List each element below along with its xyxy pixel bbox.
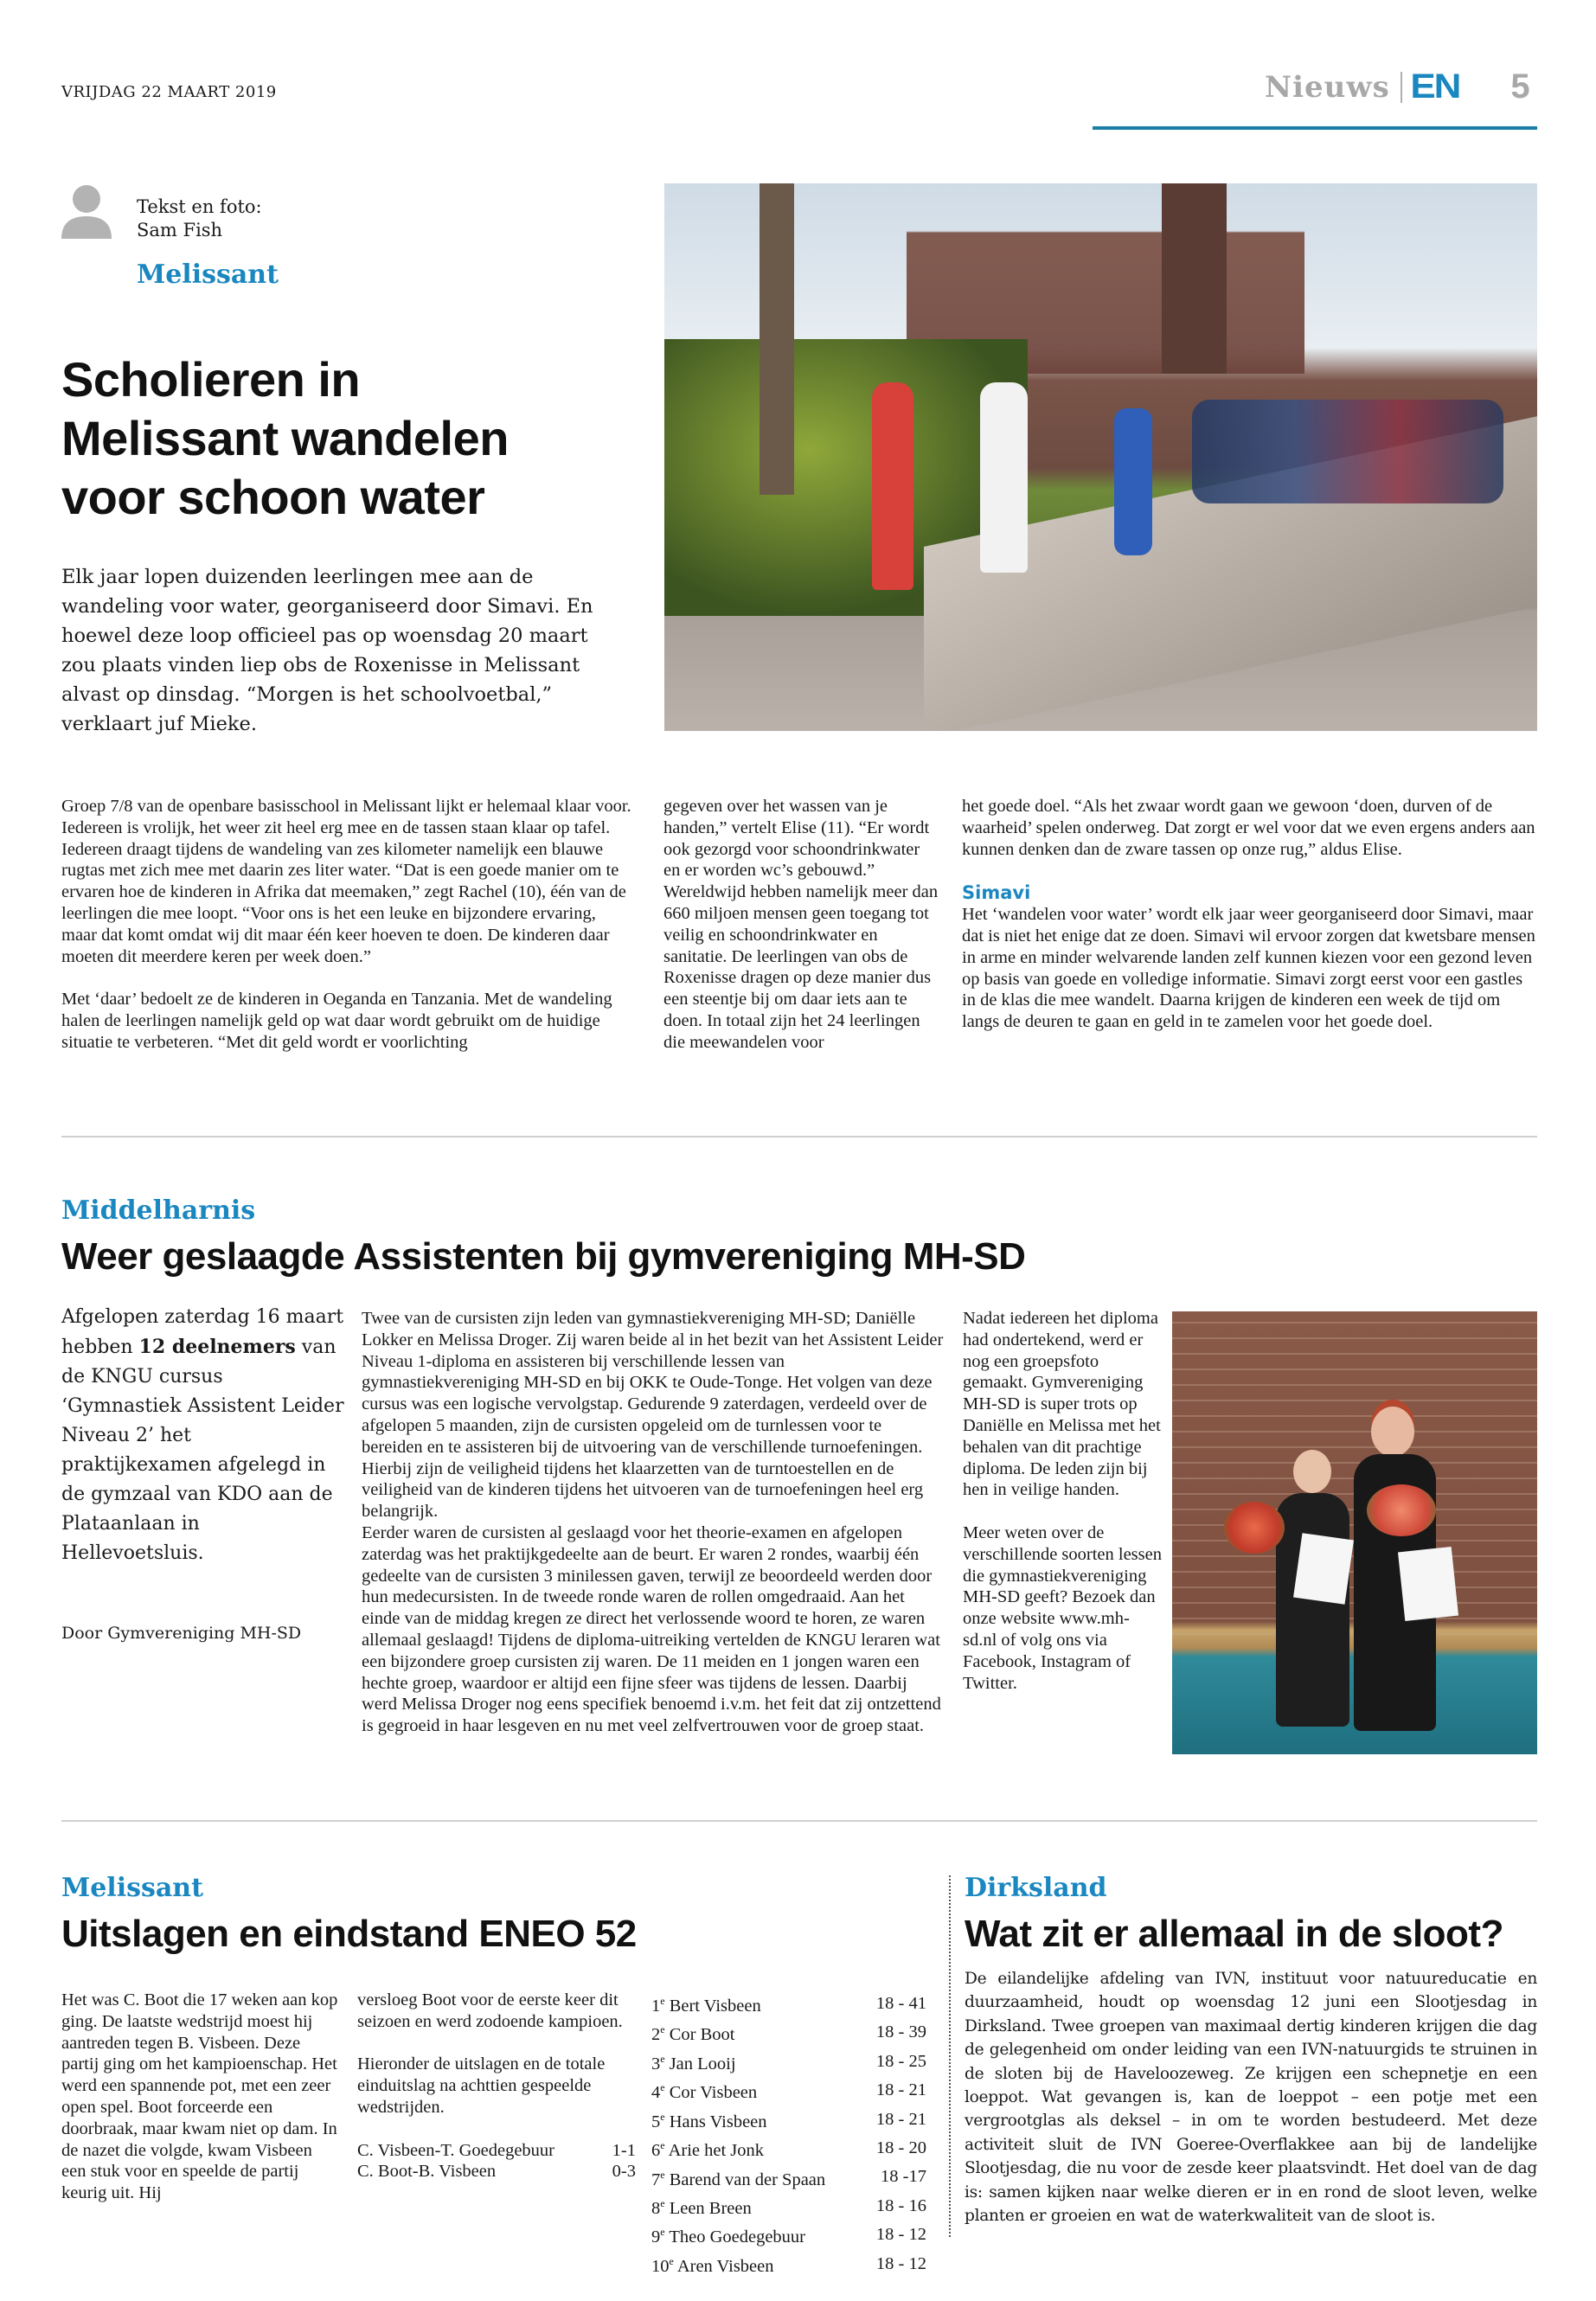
standings-player: 5e Hans Visbeen bbox=[651, 2110, 767, 2131]
match-results bbox=[357, 2140, 636, 2183]
standings-score: 18 - 21 bbox=[875, 2109, 926, 2129]
result-score: 0-3 bbox=[612, 2162, 636, 2182]
brand-logo: EN bbox=[1410, 67, 1459, 106]
article3-kicker: Melissant bbox=[61, 1873, 203, 1903]
paragraph: Hieronder de uitslagen en de totale einduitslag na achttien gespeelde wedstrijden. bbox=[357, 2054, 606, 2117]
headline-line: Melissant wandelen bbox=[61, 411, 509, 465]
article1-headline bbox=[61, 350, 509, 527]
paragraph: Groep 7/8 van de openbare basisschool in Melissant lijkt er helemaal klaar voor. Iedereen is vrolijk, het weer zit heel erg mee en de tassen staan klaar op tafel. Iedereen draagt tijdens de wandeling van zes kilometer namelijk een blauwe rugtas met zich mee met daarin zes liter water. “Dat is een goede manier om te ervaren hoe de kinderen in Afrika dat meemaken,” zegt Rachel (10), één van de leerlingen die mee loopt. “Voor ons is het een leuke en bijzondere ervaring, maar dat komt omdat wij dit maar één keer hoeven te doen. De kinderen daar moeten dit meerdere keren per week doen.” bbox=[61, 797, 631, 966]
standings-row bbox=[651, 2163, 926, 2192]
standings-score: 18 - 20 bbox=[875, 2138, 926, 2158]
result-row bbox=[357, 2140, 636, 2162]
standings-score: 18 - 12 bbox=[875, 2225, 926, 2245]
article2-intro bbox=[61, 1303, 347, 1568]
standings-player: 1e Bert Visbeen bbox=[651, 1995, 761, 2016]
header-rule bbox=[1093, 126, 1537, 130]
paragraph: Meer weten over de verschillende soorten lessen die gymnastiekvereniging MH-SD geeft? Bezoek dan onze website www.mh-sd.nl of volg ons via Facebook, Instagram of Twitter. bbox=[963, 1522, 1162, 1693]
standings-row bbox=[651, 2192, 926, 2221]
result-row bbox=[357, 2161, 636, 2182]
article4-headline: Wat zit er allemaal in de sloot? bbox=[965, 1913, 1503, 1955]
standings-player: 7e Barend van der Spaan bbox=[651, 2168, 826, 2189]
article1-column-2 bbox=[663, 796, 939, 1054]
result-match: C. Visbeen-T. Goedegebuur bbox=[357, 2140, 555, 2160]
intro-text: Afgelopen zaterdag 16 maart hebben bbox=[61, 1306, 344, 1358]
page-number: 5 bbox=[1510, 67, 1530, 106]
headline-line: voor schoon water bbox=[61, 470, 485, 524]
section-name: Nieuws bbox=[1265, 69, 1390, 105]
article1-photo bbox=[664, 183, 1537, 731]
masthead-divider bbox=[1401, 72, 1402, 103]
paragraph: het goede doel. “Als het zwaar wordt gaan we gewoon ‘doen, durven of de waarheid’ spelen onderweg. Dat zorgt er wel voor dat we even ergens anders aan kunnen denken dan de zware tassen op onze rug,” aldus Elise. bbox=[962, 797, 1535, 859]
standings-player: 2e Cor Boot bbox=[651, 2023, 735, 2045]
paragraph: Nadat iedereen het diploma had ondertekend, werd er nog een groepsfoto gemaakt. Gymvereniging MH-SD is super trots op Daniëlle en Melissa met het behalen van dit prachtige diploma. De leden zijn bij hen in veilige handen. bbox=[963, 1309, 1161, 1500]
standings-player: 8e Leen Breen bbox=[651, 2196, 752, 2218]
standings-row bbox=[651, 2018, 926, 2047]
standings-row bbox=[651, 2076, 926, 2105]
standings-row bbox=[651, 2221, 926, 2249]
paragraph: gegeven over het wassen van je handen,” vertelt Elise (11). “Er wordt ook gezorgd voor schoondrinkwater en er worden wc’s gebouwd.” Wereldwijd hebben namelijk meer dan 660 miljoen mensen geen toegang tot veilig en schoondrinkwater en sanitatie. De leerlingen van obs de Roxenisse dragen op deze manier dus een steentje bij om daar iets aan te doen. In totaal zijn het 24 leerlingen die meewandelen voor bbox=[663, 797, 939, 1052]
article-divider bbox=[61, 1820, 1537, 1822]
author-avatar-icon bbox=[61, 183, 112, 239]
intro-bold: 12 deelnemers bbox=[138, 1336, 296, 1358]
intro-text: van de KNGU cursus ‘Gymnastiek Assistent Leider Niveau 2’ het praktijkexamen afgelegd in de gymzaal van KDO aan de Plataanlaan in Hellevoetsluis. bbox=[61, 1336, 344, 1564]
article4-kicker: Dirksland bbox=[965, 1873, 1107, 1903]
paragraph: Met ‘daar’ bedoelt ze de kinderen in Oeganda en Tanzania. Met de wandeling halen de leerlingen namelijk geld op wat daar wordt gebruikt om de huidige situatie te verbeteren. “Met dit geld wordt er voorlichting bbox=[61, 990, 612, 1052]
article2-column-2 bbox=[362, 1308, 945, 1737]
standings-row bbox=[651, 2048, 926, 2076]
masthead bbox=[1265, 67, 1530, 106]
standings-player: 9e Theo Goedegebuur bbox=[651, 2226, 806, 2247]
article3-column-1 bbox=[61, 1990, 338, 2204]
article2-photo bbox=[1172, 1311, 1537, 1754]
article1-intro: Elk jaar lopen duizenden leerlingen mee aan de wandeling voor water, georganiseerd door Simavi. En hoewel deze loop officieel pas op woensdag 20 maart zou plaats vinden liep obs de Roxenisse in Melissant alvast op dinsdag. “Morgen is het schoolvoetbal,” verklaart juf Mieke. bbox=[61, 566, 593, 735]
standings-row bbox=[651, 1990, 926, 2018]
standings-row bbox=[651, 2106, 926, 2134]
paragraph: Eerder waren de cursisten al geslaagd voor het theorie-examen en afgelopen zaterdag was het praktijkgedeelte aan de beurt. Er waren 2 rondes, waarbij één gedeelte van de cursisten 3 minilessen gaven, terwijl ze beoordeeld werden door hun medecursisten. In de tweede ronde waren de rollen omgedraaid. Aan het einde van de middag kregen ze direct het verlossende woord te horen, ze waren allemaal geslaagd! Tijdens de diploma-uitreiking vertelden de KNGU leraren wat een bijzondere groep cursisten zij waren. De 11 meiden en 1 jongen waren een hechte groep, waardoor er altijd een fijne sfeer was tijdens de lessen. Daarbij werd Melissa Droger nog eens specifiek benoemd i.v.m. het feit dat zij ontzettend is gegroeid in haar lesgeven en nu met veel zelfvertrouwen voor de groep staat. bbox=[362, 1522, 941, 1736]
headline-line: Scholieren in bbox=[61, 352, 361, 407]
article2-byline: Door Gymvereniging MH-SD bbox=[61, 1624, 302, 1643]
article-divider bbox=[61, 1136, 1537, 1138]
standings-score: 18 - 39 bbox=[875, 2022, 926, 2042]
column-divider bbox=[949, 1875, 951, 2237]
standings-table bbox=[651, 1990, 926, 2279]
standings-score: 18 - 12 bbox=[875, 2253, 926, 2273]
standings-player: 6e Arie het Jonk bbox=[651, 2139, 765, 2160]
standings-player: 4e Cor Visbeen bbox=[651, 2081, 758, 2103]
standings-score: 18 -17 bbox=[881, 2167, 926, 2187]
standings-row bbox=[651, 2134, 926, 2163]
article2-kicker: Middelharnis bbox=[61, 1195, 256, 1226]
standings-score: 18 - 41 bbox=[875, 1993, 926, 2013]
article1-column-1 bbox=[61, 796, 634, 1054]
issue-date: VRIJDAG 22 MAART 2019 bbox=[61, 83, 277, 101]
byline-name: Sam Fish bbox=[137, 220, 223, 240]
standings-score: 18 - 16 bbox=[875, 2195, 926, 2215]
subheading-simavi: Simavi bbox=[962, 882, 1031, 904]
paragraph: Het was C. Boot die 17 weken aan kop ging. De laatste wedstrijd moest hij aantreden tegen B. Visbeen. Deze partij ging om het kampioenschap. Het werd een spannende pot, met een zeer open spel. Boot forceerde een doorbraak, maar kwam niet op dam. In de nazet die volgde, kwam Visbeen een stuk voor en speelde de partij keurig uit. Hij bbox=[61, 1990, 338, 2203]
byline bbox=[137, 195, 262, 242]
paragraph: Het ‘wandelen voor water’ wordt elk jaar weer georganiseerd door Simavi, maar dat is niet het enige dat ze doen. Simavi wil ervoor zorgen dat kwetsbare mensen in arme en minder welvarende landen zelf kunnen kiezen voor een gezond leven op basis van goede en volledige informatie. Simavi zorgt eerst voor een gastles in de klas die mee wandelt. Daarna krijgen de kinderen een week de tijd om langs de deuren te gaan en geld in te zamelen voor het goede doel. bbox=[962, 905, 1535, 1032]
standings-player: 3e Jan Looij bbox=[651, 2052, 736, 2073]
paragraph: versloeg Boot voor de eerste keer dit seizoen en werd zodoende kampioen. bbox=[357, 1990, 623, 2031]
standings-table-wrap bbox=[651, 1990, 926, 2279]
standings-score: 18 - 25 bbox=[875, 2051, 926, 2071]
paragraph: Twee van de cursisten zijn leden van gymnastiekvereniging MH-SD; Daniëlle Lokker en Melissa Droger. Zij waren beide al in het bezit van het Assistent Leider Niveau 1-diploma en assisteren bij verschillende lessen van gymnastiekvereniging MH-SD en bij OKK te Oude-Tonge. Het volgen van deze cursus was een logische vervolgstap. Gedurende 9 zaterdagen, verdeeld over de afgelopen 5 maanden, zijn de cursisten opgeleid om de turnlessen voor te bereiden en te assisteren bij de uitvoering van de verschillende turnoefeningen. Hierbij zijn de veiligheid tijdens het klaarzetten van de turntoestellen en de veiligheid van de kinderen tijdens het uitvoeren van de turnoefeningen heel erg belangrijk. bbox=[362, 1309, 944, 1522]
article1-kicker: Melissant bbox=[137, 260, 279, 290]
article3-column-2 bbox=[357, 1990, 636, 2182]
article2-column-3 bbox=[963, 1308, 1162, 1694]
article3-headline: Uitslagen en eindstand ENEO 52 bbox=[61, 1913, 637, 1955]
standings-row bbox=[651, 2250, 926, 2279]
standings-player: 10e Aren Visbeen bbox=[651, 2254, 774, 2276]
result-match: C. Boot-B. Visbeen bbox=[357, 2162, 497, 2182]
standings-score: 18 - 21 bbox=[875, 2080, 926, 2100]
result-score: 1-1 bbox=[612, 2140, 636, 2160]
article1-column-3 bbox=[962, 796, 1540, 1033]
byline-label: Tekst en foto: bbox=[137, 196, 262, 217]
article4-body: De eilandelijke afdeling van IVN, instituut voor natuureducatie en duurzaamheid, houdt op woensdag 12 juni een Slootjesdag in Dirksland. Twee groepen van maximaal dertig kinderen krijgen die dag de gelegenheid om onder leiding van een IVN-natuurgids te struinen in de sloten bij de Haveloozeweg. Ze krijgen een schepnetje en een loeppot. Wat gevangen is, kan de loeppot – een potje met een vergrootglas als deksel – in om te worden bestudeerd. Met deze activiteit sluit de IVN Goeree-Overflakkee aan bij de landelijke Slootjesdag, die nu voor de zesde keer plaatsvindt. Het doel van de dag is: samen kijken naar welke dieren er in en rond de sloot leven, welke planten er groeien en wat de waterkwaliteit van de sloot is. bbox=[965, 1970, 1537, 2226]
article2-headline: Weer geslaagde Assistenten bij gymvereniging MH-SD bbox=[61, 1235, 1026, 1278]
